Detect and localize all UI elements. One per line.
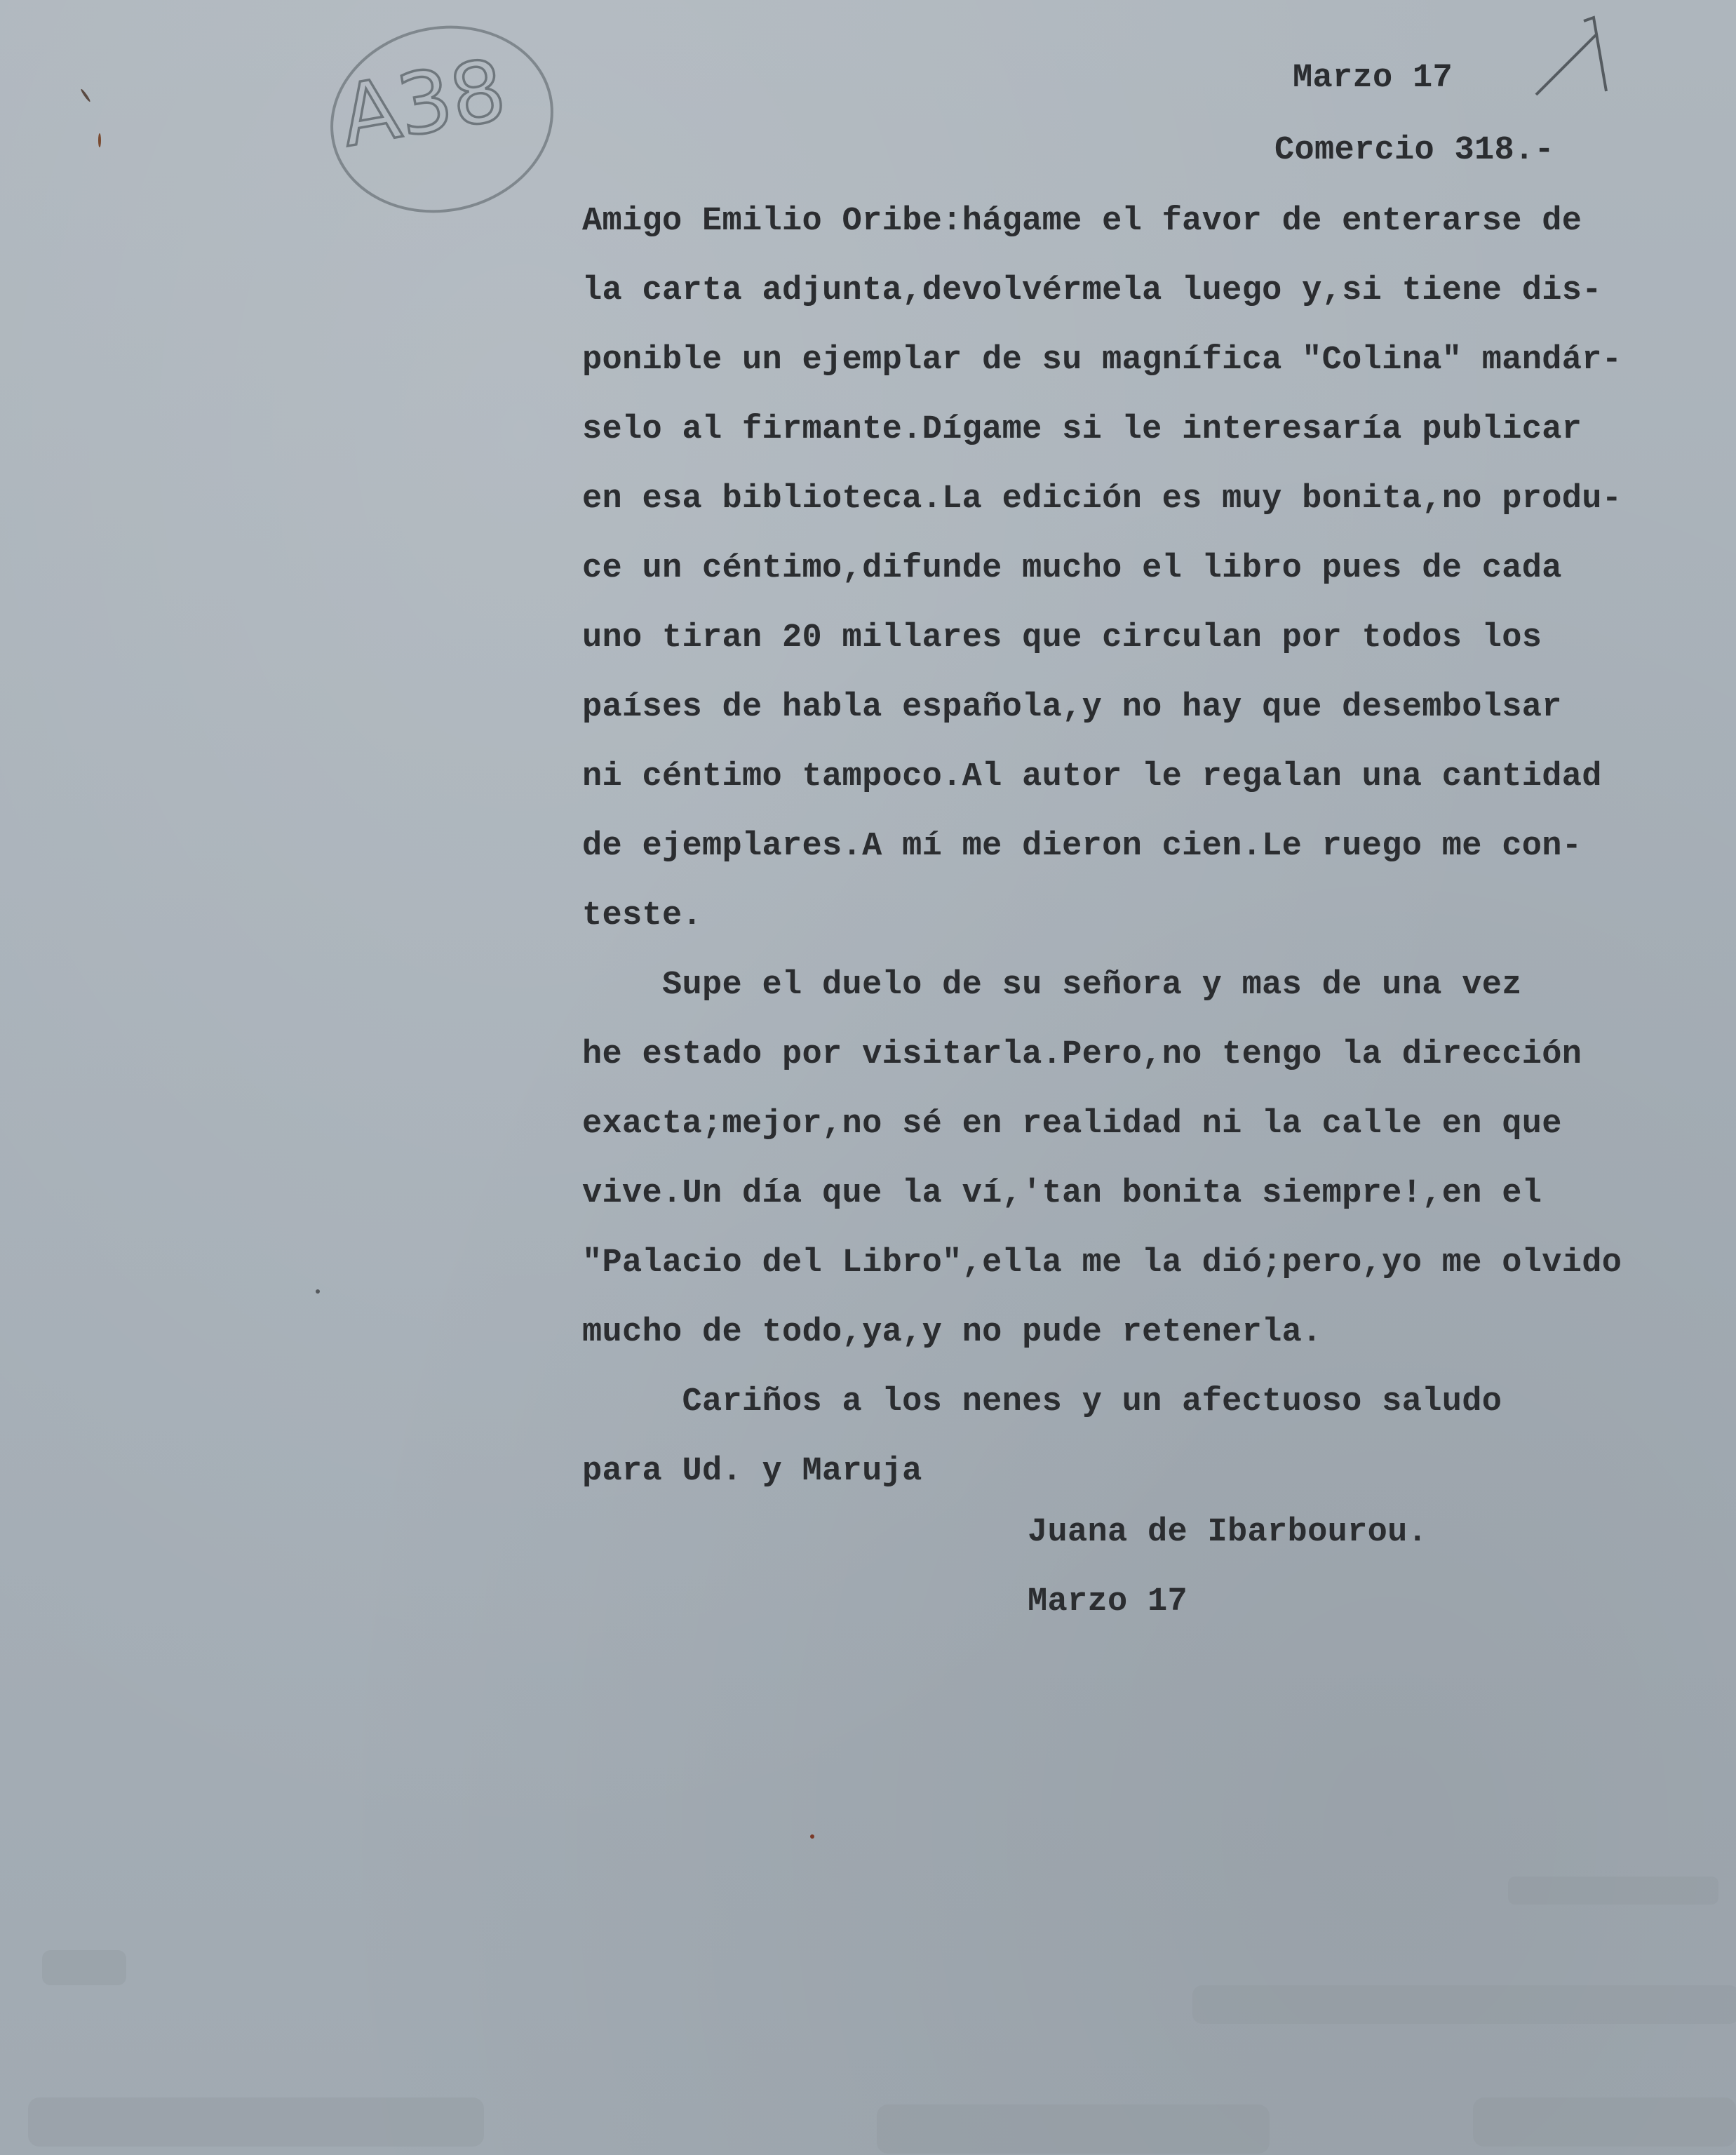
ink-speck	[316, 1289, 320, 1294]
letter-line: ce un céntimo,difunde mucho el libro pues de cada	[582, 550, 1562, 587]
ink-speck	[98, 133, 101, 147]
letter-line: Amigo Emilio Oribe:hágame el favor de enterarse de	[582, 203, 1582, 240]
svg-text:A38: A38	[333, 41, 513, 166]
letter-line: de ejemplares.A mí me dieron cien.Le ruego me con-	[582, 828, 1582, 865]
letter-line: uno tiran 20 millares que circulan por todos los	[582, 619, 1542, 657]
letter-line: exacta;mejor,no sé en realidad ni la calle en que	[582, 1106, 1562, 1143]
archive-number-stamp	[312, 14, 561, 224]
bleed-through-texture	[0, 1810, 1736, 2155]
letter-line: he estado por visitarla.Pero,no tengo la dirección	[582, 1036, 1582, 1073]
letter-line: selo al firmante.Dígame si le interesaría publicar	[582, 411, 1582, 448]
letter-line: mucho de todo,ya,y no pude retenerla.	[582, 1314, 1322, 1351]
letter-line: en esa biblioteca.La edición es muy bonita,no produ-	[582, 481, 1622, 518]
signature-date: Marzo 17	[1028, 1583, 1188, 1620]
header-address: Comercio 318.-	[1274, 132, 1555, 169]
signature-name: Juana de Ibarbourou.	[1028, 1514, 1428, 1551]
ink-speck	[80, 88, 91, 102]
letter-line: ponible un ejemplar de su magnífica "Colina" mandár-	[582, 342, 1622, 379]
corner-page-mark	[1529, 14, 1613, 105]
letter-line: Supe el duelo de su señora y mas de una vez	[582, 967, 1522, 1004]
header-date: Marzo 17	[1293, 60, 1453, 97]
letter-line: ni céntimo tampoco.Al autor le regalan una cantidad	[582, 758, 1602, 795]
letter-line: países de habla española,y no hay que desembolsar	[582, 689, 1562, 726]
letter-line: vive.Un día que la ví,'tan bonita siempre!,en el	[582, 1175, 1542, 1212]
letter-line: teste.	[582, 897, 703, 934]
letter-line: la carta adjunta,devolvérmela luego y,si tiene dis-	[582, 272, 1602, 309]
letter-line: Cariños a los nenes y un afectuoso saludo	[582, 1383, 1502, 1421]
letter-line: "Palacio del Libro",ella me la dió;pero,yo me olvido	[582, 1244, 1622, 1282]
letter-line: para Ud. y Maruja	[582, 1453, 922, 1490]
